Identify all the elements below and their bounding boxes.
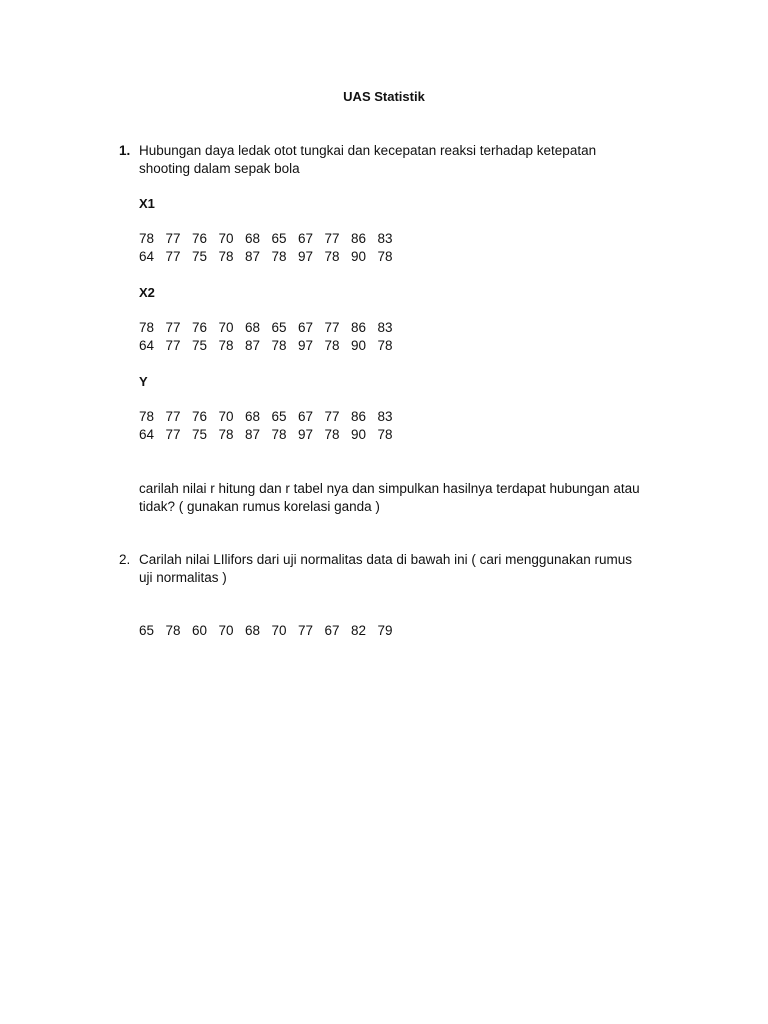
variable-label-x2: X2: [139, 285, 155, 300]
data-value: 75: [192, 249, 208, 264]
data-value: 77: [165, 231, 181, 246]
variable-label-x1: X1: [139, 196, 155, 211]
data-value: 67: [298, 320, 314, 335]
data-value: 77: [165, 338, 181, 353]
data-value: 83: [377, 231, 393, 246]
data-value: 78: [218, 249, 234, 264]
data-value: 78: [324, 427, 340, 442]
data-value: 70: [271, 623, 287, 638]
data-value: 64: [139, 427, 155, 442]
data-value: 78: [271, 338, 287, 353]
data-value: 82: [351, 623, 367, 638]
data-value: 65: [271, 409, 287, 424]
data-value: 68: [245, 231, 261, 246]
data-value: 70: [218, 320, 234, 335]
data-value: 64: [139, 338, 155, 353]
data-value: 78: [271, 427, 287, 442]
data-value: 68: [245, 623, 261, 638]
data-value: 75: [192, 427, 208, 442]
question-2-text-line-2: uji normalitas ): [139, 570, 227, 585]
data-value: 78: [324, 338, 340, 353]
question-1-text: [139, 142, 679, 178]
document-title: UAS Statistik: [343, 89, 425, 104]
data-value: 70: [218, 623, 234, 638]
question-2-text-line-1: Carilah nilai LIlifors dari uji normalitas data di bawah ini ( cari menggunakan rumus: [139, 552, 632, 567]
data-value: 65: [271, 231, 287, 246]
question-1-text-line-2: shooting dalam sepak bola: [139, 161, 300, 176]
data-value: 65: [139, 623, 155, 638]
data-value: 77: [165, 320, 181, 335]
data-value: 78: [139, 409, 155, 424]
data-value: 97: [298, 338, 314, 353]
question-1-instruction-line-2: tidak? ( gunakan rumus korelasi ganda ): [139, 499, 380, 514]
data-value: 68: [245, 409, 261, 424]
data-value: 76: [192, 320, 208, 335]
data-value: 78: [271, 249, 287, 264]
data-value: 67: [324, 623, 340, 638]
data-value: 77: [165, 427, 181, 442]
data-value: 86: [351, 231, 367, 246]
data-value: 75: [192, 338, 208, 353]
data-value: 78: [377, 338, 393, 353]
data-value: 87: [245, 338, 261, 353]
data-value: 86: [351, 320, 367, 335]
data-value: 76: [192, 231, 208, 246]
question-1-instruction-line-1: carilah nilai r hitung dan r tabel nya dan simpulkan hasilnya terdapat hubungan atau: [139, 481, 640, 496]
data-value: 83: [377, 320, 393, 335]
data-value: 87: [245, 249, 261, 264]
question-2-text: [139, 551, 679, 587]
data-value: 70: [218, 231, 234, 246]
data-value: 65: [271, 320, 287, 335]
data-value: 78: [165, 623, 181, 638]
data-value: 76: [192, 409, 208, 424]
data-value: 79: [377, 623, 393, 638]
data-value: 70: [218, 409, 234, 424]
data-value: 86: [351, 409, 367, 424]
data-value: 77: [298, 623, 314, 638]
data-value: 68: [245, 320, 261, 335]
data-value: 77: [324, 320, 340, 335]
data-value: 90: [351, 427, 367, 442]
data-value: 87: [245, 427, 261, 442]
data-value: 78: [324, 249, 340, 264]
data-value: 67: [298, 409, 314, 424]
data-value: 78: [139, 231, 155, 246]
data-value: 78: [377, 427, 393, 442]
data-value: 78: [139, 320, 155, 335]
data-value: 90: [351, 249, 367, 264]
data-value: 83: [377, 409, 393, 424]
data-value: 97: [298, 427, 314, 442]
data-value: 67: [298, 231, 314, 246]
data-value: 90: [351, 338, 367, 353]
data-value: 77: [165, 249, 181, 264]
question-1-number: 1.: [119, 143, 131, 158]
data-value: 77: [324, 231, 340, 246]
data-value: 78: [377, 249, 393, 264]
data-value: 97: [298, 249, 314, 264]
data-value: 78: [218, 427, 234, 442]
data-value: 60: [192, 623, 208, 638]
question-1-text-line-1: Hubungan daya ledak otot tungkai dan kecepatan reaksi terhadap ketepatan: [139, 143, 597, 158]
variable-label-y: Y: [139, 374, 148, 389]
question-1-instruction: [139, 480, 679, 516]
data-value: 78: [218, 338, 234, 353]
data-value: 64: [139, 249, 155, 264]
question-2-number: 2.: [119, 552, 131, 567]
data-value: 77: [324, 409, 340, 424]
data-value: 77: [165, 409, 181, 424]
